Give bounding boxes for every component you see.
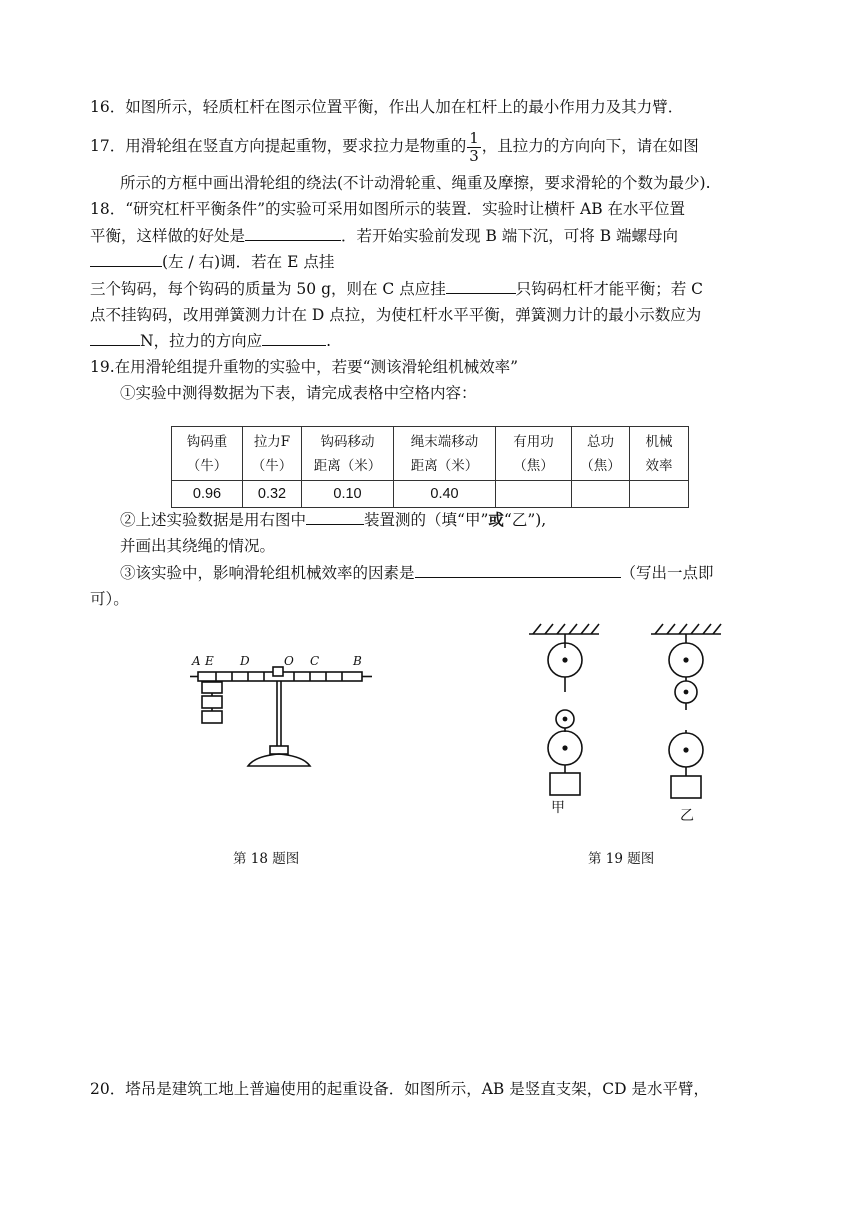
label-E: E bbox=[205, 654, 214, 668]
question-18-line-4 bbox=[90, 278, 703, 300]
question-19-sub-2-line-2 bbox=[120, 535, 275, 557]
label-jia: 甲 bbox=[551, 800, 565, 816]
label-A: A bbox=[192, 654, 201, 668]
question-19-sub-3-text-c: 可）。 bbox=[90, 590, 129, 608]
table-cell-total-work[interactable] bbox=[572, 481, 630, 508]
fraction-denominator: 3 bbox=[469, 146, 479, 165]
question-18-line-2 bbox=[90, 225, 678, 247]
efficiency-table bbox=[171, 426, 689, 508]
question-20 bbox=[90, 1078, 709, 1100]
question-18-text-3: (左 / 右)调．若在 E 点挂 bbox=[162, 253, 335, 271]
question-19-sub-3-text-b: （写出一点即 bbox=[620, 564, 714, 582]
table-cell: 0.40 bbox=[394, 481, 496, 508]
question-16 bbox=[90, 96, 683, 118]
question-19-title-text: 19.在用滑轮组提升重物的实验中，若要“测该滑轮组机械效率” bbox=[90, 358, 519, 376]
question-17-line-2 bbox=[120, 172, 711, 194]
question-18-line-6 bbox=[90, 330, 331, 352]
question-19-sub-1-text: ①实验中测得数据为下表，请完成表格中空格内容： bbox=[120, 384, 477, 402]
question-19-sub-3-text-a: ③该实验中，影响滑轮组机械效率的因素是 bbox=[120, 564, 415, 582]
answer-blank-force[interactable] bbox=[90, 330, 140, 346]
table-cell-efficiency[interactable] bbox=[630, 481, 689, 508]
table-row bbox=[172, 481, 689, 508]
question-19-sub-3-line-2 bbox=[90, 588, 129, 610]
figure-18-caption: 第 18 题图 bbox=[233, 851, 300, 867]
question-18-text-2a: 平衡，这样做的好处是 bbox=[90, 227, 246, 245]
question-19-sub-2-or: 或 bbox=[488, 511, 504, 529]
question-18-text-5: 点不挂钩码，改用弹簧测力计在 D 点拉，为使杠杆水平平衡，弹簧测力计的最小示数应为 bbox=[90, 306, 702, 324]
question-20-text: 20．塔吊是建筑工地上普遍使用的起重设备．如图所示，AB 是竖直支架，CD 是水平臂， bbox=[90, 1080, 709, 1098]
figure-18-lever bbox=[190, 648, 380, 773]
label-O: O bbox=[284, 654, 294, 668]
question-19-sub-1 bbox=[120, 382, 477, 404]
label-B: B bbox=[353, 654, 362, 668]
table-cell-useful-work[interactable] bbox=[496, 481, 572, 508]
question-19-sub-2-text-b: 装置测的（填“甲” bbox=[364, 511, 489, 529]
question-18-text-6b: . bbox=[326, 332, 332, 350]
question-19-sub-2 bbox=[120, 509, 546, 531]
table-header-cell: 有用功 （焦） bbox=[496, 427, 572, 481]
table-header-cell: 钩码重 （牛） bbox=[172, 427, 243, 481]
table-header-cell: 机械 效率 bbox=[630, 427, 689, 481]
question-19-sub-2-text-c: “乙”), bbox=[503, 511, 547, 529]
answer-blank-force-direction[interactable] bbox=[262, 330, 326, 346]
question-17-text-b: ，且拉力的方向向下，请在如图 bbox=[481, 137, 699, 155]
table-header-cell: 总功 （焦） bbox=[572, 427, 630, 481]
table-header-cell: 绳末端移动 距离（米） bbox=[394, 427, 496, 481]
question-18-text-2b: ．若开始实验前发现 B 端下沉，可将 B 端螺母向 bbox=[341, 227, 679, 245]
question-18-line-1 bbox=[90, 198, 685, 220]
answer-blank-factor[interactable] bbox=[415, 562, 621, 578]
question-17-text-a: 17．用滑轮组在竖直方向提起重物，要求拉力是物重的 bbox=[90, 137, 467, 155]
figure-19-caption: 第 19 题图 bbox=[588, 851, 655, 867]
question-18-line-5 bbox=[90, 304, 701, 326]
question-19-sub-2-text-d: 并画出其绕绳的情况。 bbox=[120, 537, 276, 555]
table-cell: 0.10 bbox=[302, 481, 394, 508]
question-18-text-1: 18．“研究杠杆平衡条件”的实验可采用如图所示的装置．实验时让横杆 AB 在水平位置 bbox=[90, 200, 686, 218]
question-18-text-6a: N，拉力的方向应 bbox=[140, 332, 263, 350]
table-cell: 0.32 bbox=[243, 481, 302, 508]
fraction-numerator: 1 bbox=[469, 128, 479, 147]
question-18-text-4a: 三个钩码，每个钩码的质量为 50 g，则在 C 点应挂 bbox=[90, 280, 446, 298]
question-19-sub-3 bbox=[120, 562, 714, 584]
question-17-line-1 bbox=[90, 128, 699, 164]
question-16-text: 16．如图所示，轻质杠杆在图示位置平衡，作出人加在杠杆上的最小作用力及其力臂． bbox=[90, 98, 684, 116]
question-17-text-c: 所示的方框中画出滑轮组的绕法(不计动滑轮重、绳重及摩擦，要求滑轮的个数为最少). bbox=[120, 174, 711, 192]
question-19-sub-2-text-a: ②上述实验数据是用右图中 bbox=[120, 511, 307, 529]
table-cell: 0.96 bbox=[172, 481, 243, 508]
question-19-title bbox=[90, 356, 518, 378]
question-18-text-4b: 只钩码杠杆才能平衡；若 C bbox=[515, 280, 704, 298]
fraction-one-third bbox=[467, 130, 481, 165]
table-header-cell: 钩码移动 距离（米） bbox=[302, 427, 394, 481]
label-D: D bbox=[240, 654, 250, 668]
label-C: C bbox=[310, 654, 320, 668]
answer-blank-benefit[interactable] bbox=[245, 225, 341, 241]
table-header-row bbox=[172, 427, 689, 481]
table-header-cell: 拉力F （牛） bbox=[243, 427, 302, 481]
figure-19-pulleys bbox=[525, 620, 725, 830]
label-yi: 乙 bbox=[680, 808, 694, 824]
answer-blank-count[interactable] bbox=[446, 278, 516, 294]
answer-blank-device[interactable] bbox=[306, 509, 364, 525]
answer-blank-direction[interactable] bbox=[90, 251, 162, 267]
question-18-line-3 bbox=[90, 251, 334, 273]
